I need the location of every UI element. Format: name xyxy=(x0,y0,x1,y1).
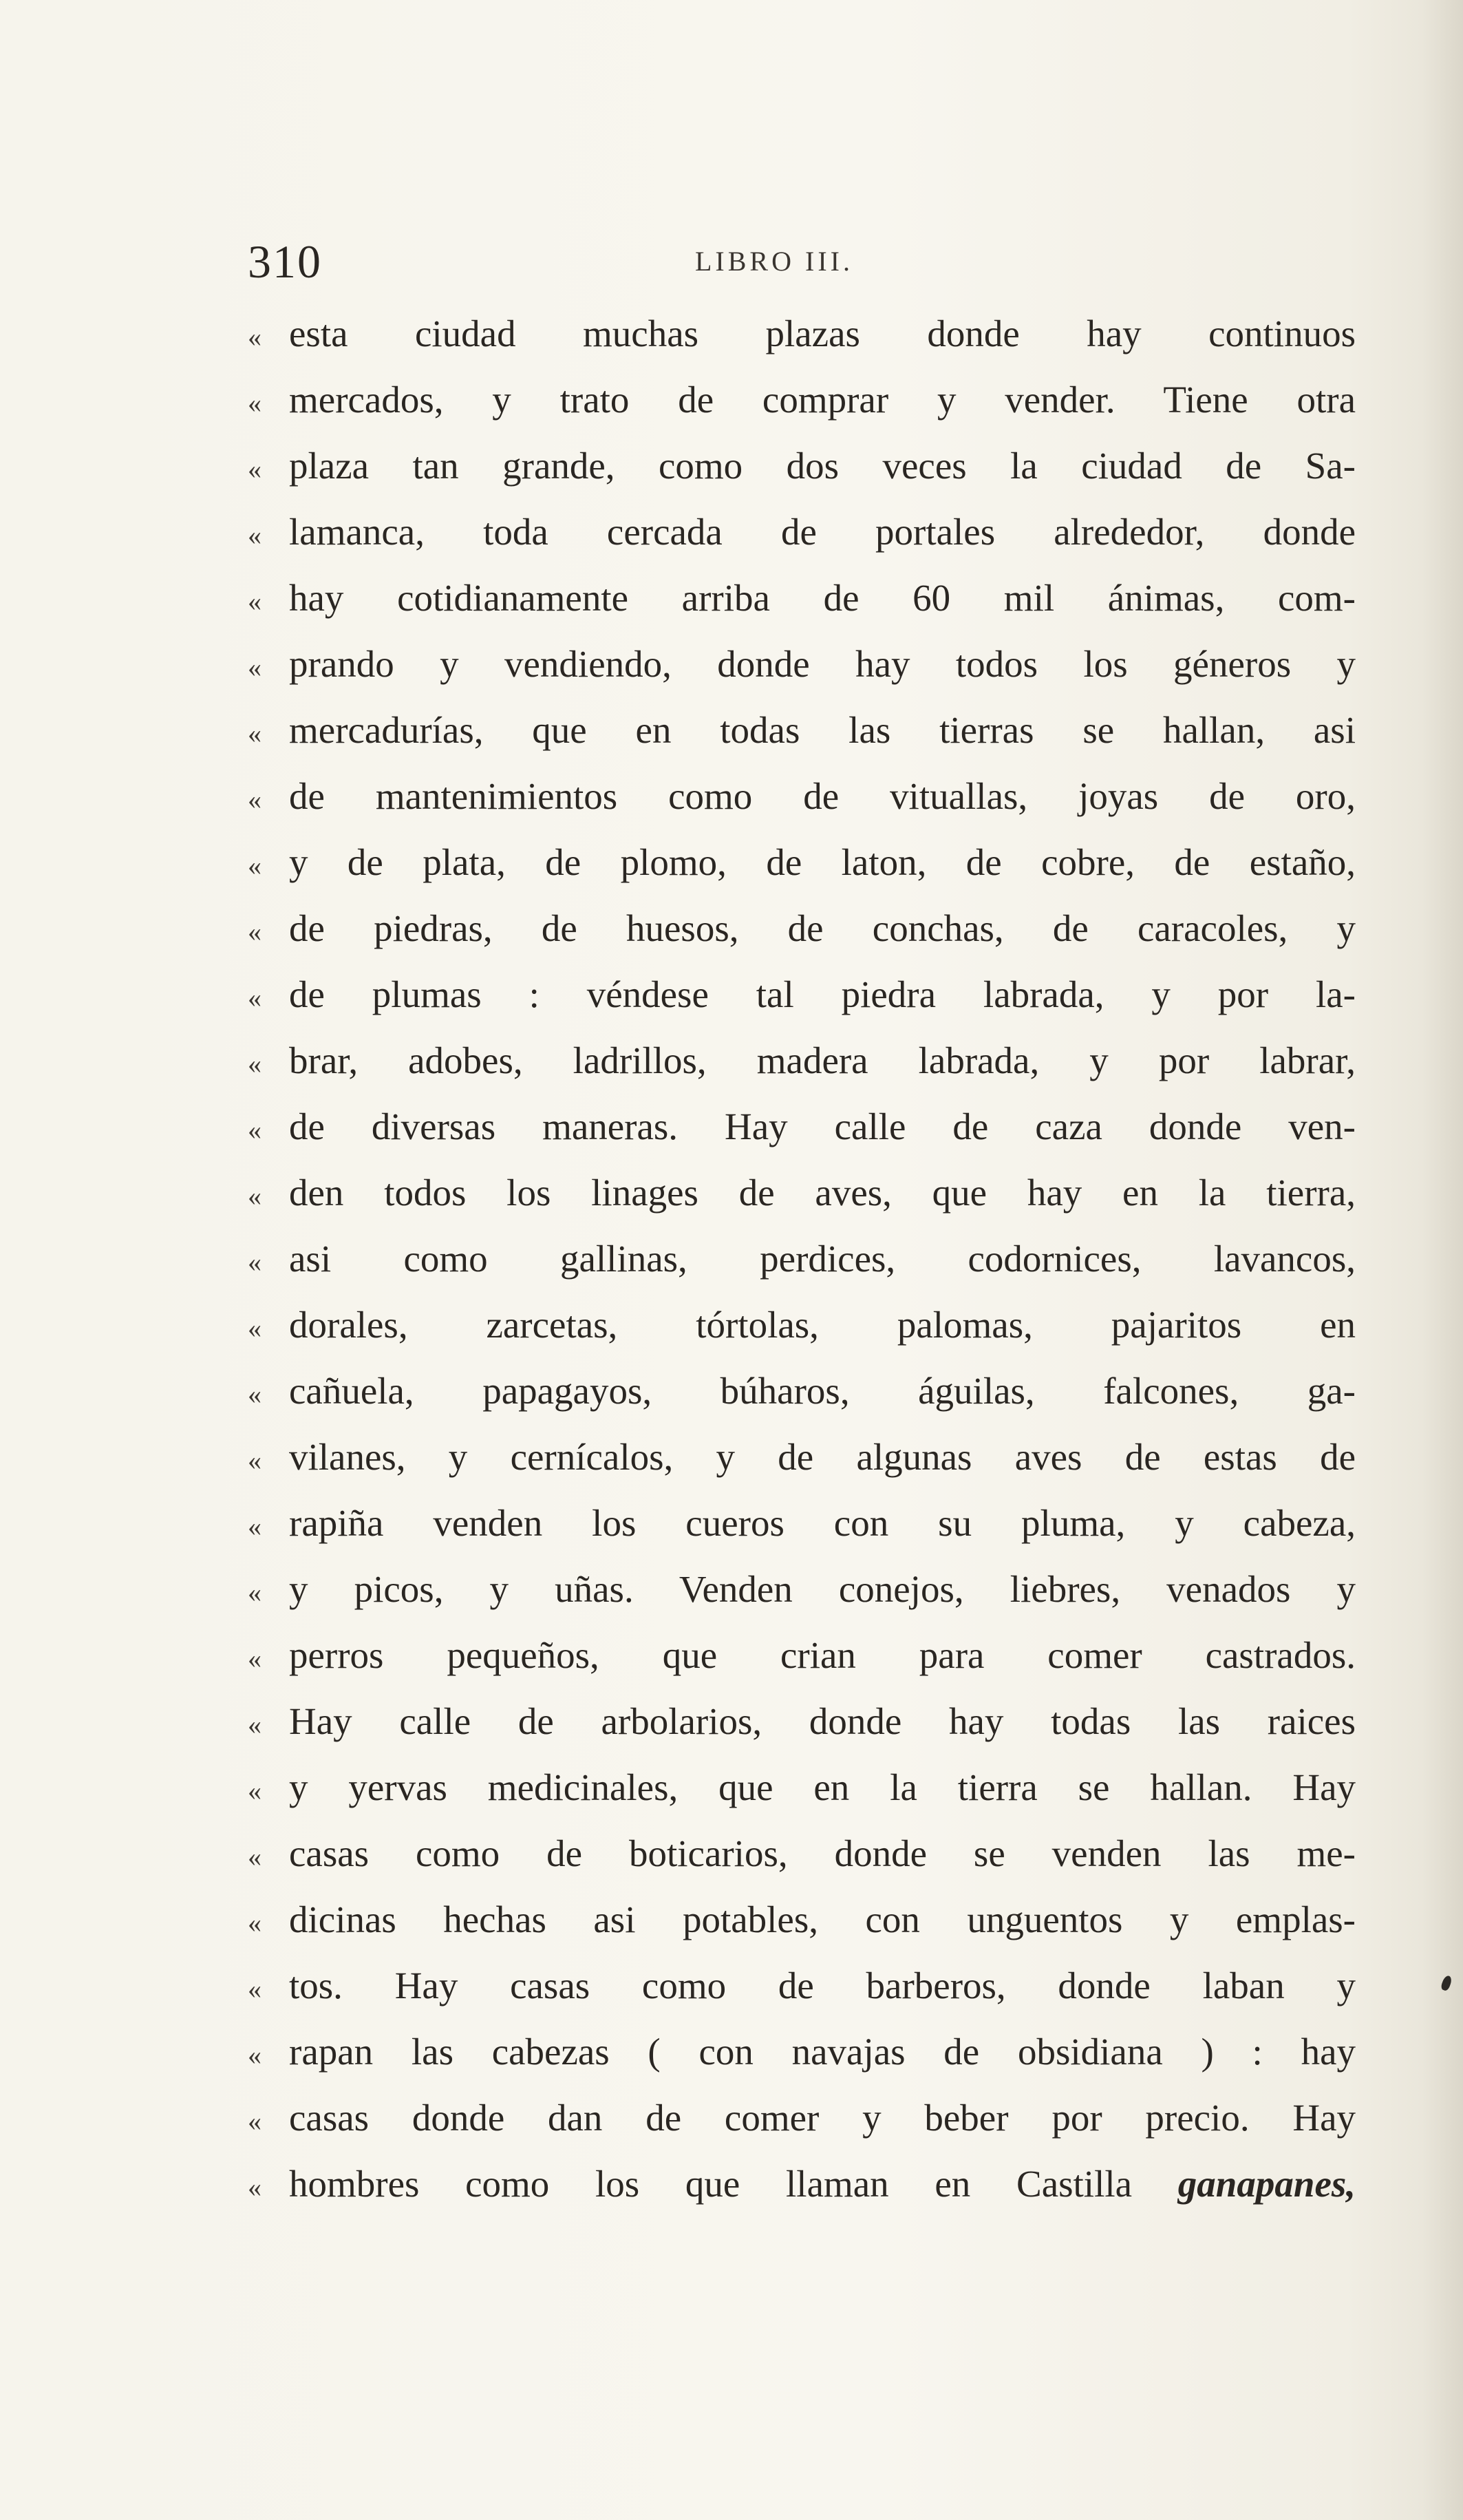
line-text-roman: hay cotidianamente arriba de 60 mil ánimas, com- xyxy=(289,577,1356,619)
text-line xyxy=(248,1887,1356,1953)
text-line xyxy=(248,1688,1356,1755)
text-line xyxy=(248,1094,1356,1160)
text-line xyxy=(248,1028,1356,1094)
line-text xyxy=(289,1028,1356,1094)
text-line xyxy=(248,962,1356,1028)
text-line xyxy=(248,896,1356,962)
quote-mark: « xyxy=(248,1114,261,1145)
line-text-roman: y de plata, de plomo, de laton, de cobre, de estaño, xyxy=(289,841,1356,883)
text-line xyxy=(248,1755,1356,1821)
line-text-roman: de mantenimientos como de vituallas, joyas de oro, xyxy=(289,775,1356,817)
quote-mark: « xyxy=(248,1577,261,1608)
line-text xyxy=(289,962,1356,1028)
line-text-roman: hombres como los que llaman en Castilla xyxy=(289,2163,1133,2205)
quote-mark: « xyxy=(248,850,261,881)
line-text-roman: vilanes, y cernícalos, y de algunas aves de estas de xyxy=(289,1436,1356,1478)
line-text xyxy=(289,763,1356,829)
line-text xyxy=(289,1887,1356,1953)
text-line xyxy=(248,1622,1356,1688)
quote-mark: « xyxy=(248,2040,261,2071)
text-line xyxy=(248,1490,1356,1556)
text-line xyxy=(248,1821,1356,1887)
line-text-roman: y yervas medicinales, que en la tierra se hallan. Hay xyxy=(289,1766,1356,1808)
line-text xyxy=(289,896,1356,962)
line-text xyxy=(289,1094,1356,1160)
quote-mark: « xyxy=(248,321,261,352)
line-text-roman: lamanca, toda cercada de portales alrededor, donde xyxy=(289,511,1356,553)
line-text xyxy=(289,367,1356,433)
quote-mark: « xyxy=(248,1709,261,1740)
line-text xyxy=(289,1358,1356,1424)
page-header xyxy=(248,231,1356,293)
line-text-roman: Hay calle de arbolarios, donde hay todas las raices xyxy=(289,1700,1356,1742)
line-text xyxy=(289,301,1356,367)
line-text-roman: plaza tan grande, como dos veces la ciudad de Sa- xyxy=(289,445,1356,487)
text-line xyxy=(248,763,1356,829)
quote-mark: « xyxy=(248,1643,261,1674)
text-line xyxy=(248,301,1356,367)
line-text-roman: mercados, y trato de comprar y vender. Tiene otra xyxy=(289,379,1356,421)
text-line xyxy=(248,1953,1356,2019)
text-line xyxy=(248,2019,1356,2085)
line-text xyxy=(289,1821,1356,1887)
quote-mark: « xyxy=(248,718,261,749)
line-text xyxy=(289,433,1356,499)
line-text-roman: den todos los linages de aves, que hay en la tierra, xyxy=(289,1172,1356,1214)
quote-mark: « xyxy=(248,520,261,551)
line-text-roman: perros pequeños, que crian para comer castrados. xyxy=(289,1634,1356,1676)
text-line xyxy=(248,829,1356,896)
line-text xyxy=(289,1292,1356,1358)
quote-mark: « xyxy=(248,652,261,683)
line-text xyxy=(289,1622,1356,1688)
quote-mark: « xyxy=(248,1841,261,1872)
quote-mark: « xyxy=(248,2106,261,2137)
text-line xyxy=(248,697,1356,763)
line-text-roman: dorales, zarcetas, tórtolas, palomas, pajaritos en xyxy=(289,1304,1356,1346)
line-text-roman: esta ciudad muchas plazas donde hay continuos xyxy=(289,313,1356,354)
text-line xyxy=(248,1226,1356,1292)
line-text xyxy=(289,2019,1356,2085)
line-text xyxy=(289,1556,1356,1622)
line-text xyxy=(289,1688,1356,1755)
quote-mark: « xyxy=(248,2172,261,2203)
body-text xyxy=(248,301,1356,2217)
line-text-roman: de diversas maneras. Hay calle de caza donde ven- xyxy=(289,1105,1356,1147)
text-line xyxy=(248,2151,1356,2217)
quote-mark: « xyxy=(248,388,261,419)
line-text-roman: mercadurías, que en todas las tierras se hallan, asi xyxy=(289,709,1356,751)
line-text xyxy=(289,1424,1356,1490)
text-line xyxy=(248,499,1356,565)
quote-mark: « xyxy=(248,1775,261,1806)
quote-mark: « xyxy=(248,1907,261,1938)
quote-mark: « xyxy=(248,1511,261,1542)
text-line xyxy=(248,631,1356,697)
line-text xyxy=(289,1953,1356,2019)
line-text-roman: casas como de boticarios, donde se venden las me- xyxy=(289,1832,1356,1874)
line-text-roman: y picos, y uñas. Venden conejos, liebres, venados y xyxy=(289,1568,1356,1610)
line-text-roman: de piedras, de huesos, de conchas, de caracoles, y xyxy=(289,907,1356,949)
quote-mark: « xyxy=(248,1180,261,1211)
line-text xyxy=(289,697,1356,763)
text-line xyxy=(248,1424,1356,1490)
line-text-roman: asi como gallinas, perdices, codornices, lavancos, xyxy=(289,1238,1356,1280)
line-text xyxy=(289,1755,1356,1821)
quote-mark: « xyxy=(248,916,261,947)
quote-mark: « xyxy=(248,982,261,1013)
line-text-roman: tos. Hay casas como de barberos, donde laban y xyxy=(289,1965,1356,2007)
quote-mark: « xyxy=(248,784,261,815)
text-line xyxy=(248,367,1356,433)
quote-mark: « xyxy=(248,1048,261,1079)
line-text xyxy=(289,631,1356,697)
page-edge-shadow xyxy=(1422,0,1463,2520)
line-text-roman: casas donde dan de comer y beber por precio. Hay xyxy=(289,2097,1356,2139)
line-text-roman: cañuela, papagayos, búharos, águilas, falcones, ga- xyxy=(289,1370,1356,1412)
line-text xyxy=(289,565,1356,631)
running-head: LIBRO III. xyxy=(695,246,853,277)
text-line xyxy=(248,1358,1356,1424)
quote-mark: « xyxy=(248,1313,261,1344)
line-text xyxy=(289,499,1356,565)
quote-mark: « xyxy=(248,1247,261,1278)
quote-mark: « xyxy=(248,586,261,617)
line-text-roman: rapiña venden los cueros con su pluma, y cabeza, xyxy=(289,1502,1356,1544)
line-text xyxy=(289,1226,1356,1292)
line-text-italic: ganapanes, xyxy=(1177,2163,1356,2205)
text-line xyxy=(248,1292,1356,1358)
text-line xyxy=(248,1556,1356,1622)
text-line xyxy=(248,1160,1356,1226)
line-text xyxy=(289,1490,1356,1556)
line-text xyxy=(289,2085,1356,2151)
line-text-roman: brar, adobes, ladrillos, madera labrada, y por labrar, xyxy=(289,1039,1356,1081)
line-text xyxy=(289,2151,1356,2217)
quote-mark: « xyxy=(248,454,261,485)
quote-mark: « xyxy=(248,1379,261,1410)
text-line xyxy=(248,565,1356,631)
text-line xyxy=(248,433,1356,499)
line-text xyxy=(289,829,1356,896)
line-text-roman: de plumas : véndese tal piedra labrada, y por la- xyxy=(289,973,1356,1015)
line-text-roman: prando y vendiendo, donde hay todos los géneros y xyxy=(289,643,1356,685)
line-text-roman: rapan las cabezas ( con navajas de obsidiana ) : hay xyxy=(289,2031,1356,2073)
text-line xyxy=(248,2085,1356,2151)
line-text-roman: dicinas hechas asi potables, con unguentos y emplas- xyxy=(289,1898,1356,1940)
line-text xyxy=(289,1160,1356,1226)
page-number: 310 xyxy=(248,235,322,288)
quote-mark: « xyxy=(248,1445,261,1476)
quote-mark: « xyxy=(248,1973,261,2004)
